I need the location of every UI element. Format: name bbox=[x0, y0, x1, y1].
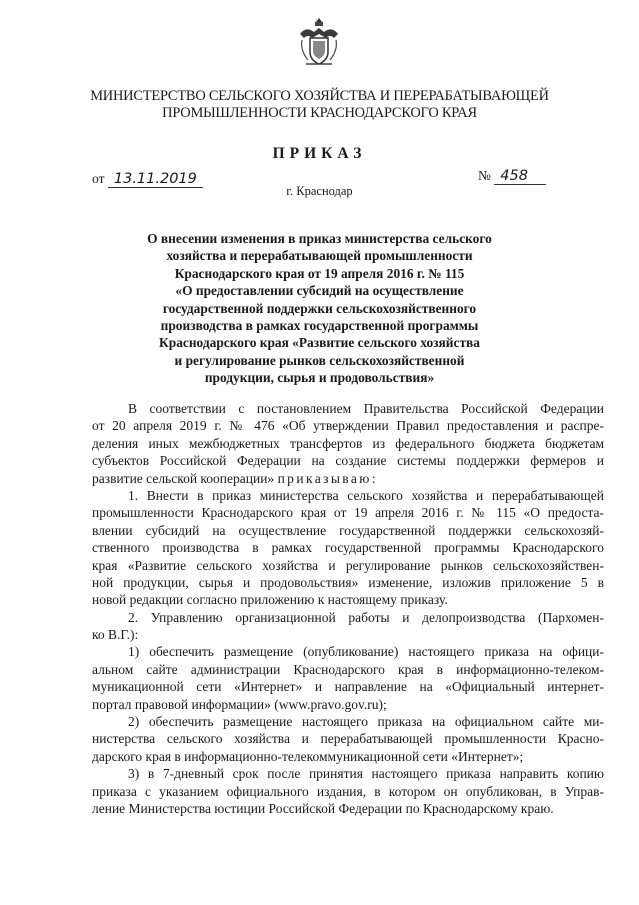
order-subject-heading bbox=[110, 230, 529, 387]
subject-line: «О предоставлении субсидий на осуществление bbox=[175, 283, 464, 299]
body-line: приказа с указанием официального издания, в котором он опубликован, в Управ- bbox=[92, 783, 604, 799]
document-type-title: ПРИКАЗ bbox=[272, 145, 367, 162]
ministry-name-line1: МИНИСТЕРСТВО СЕЛЬСКОГО ХОЗЯЙСТВА И ПЕРЕРАБАТЫВАЮЩЕЙ bbox=[90, 88, 549, 104]
subject-line: Краснодарского края «Развитие сельского хозяйства bbox=[159, 335, 480, 351]
city-label: г. Краснодар bbox=[286, 184, 353, 198]
body-line: муникационной сети «Интернет» и направление на «Официальный интернет- bbox=[92, 679, 604, 695]
body-line: нистерства сельского хозяйства и перерабатывающей промышленности Красно- bbox=[92, 731, 604, 747]
body-line: края «Развитие сельского хозяйства и регулирование рынков сельскохозяйствен- bbox=[92, 557, 604, 573]
subject-line: и регулирование рынков сельскохозяйственной bbox=[174, 352, 465, 368]
body-line: субъектов Российской Федерации на создание системы поддержки фермеров и bbox=[92, 453, 604, 469]
handwritten-number: 458 bbox=[494, 169, 546, 185]
handwritten-date: 13.11.2019 bbox=[108, 172, 203, 188]
subject-line: Краснодарского края от 19 апреля 2016 г. № 115 bbox=[174, 265, 465, 281]
body-line: альном сайте администрации Краснодарского края в информационно-телеком- bbox=[92, 661, 604, 677]
ministry-name-line2: ПРОМЫШЛЕННОСТИ КРАСНОДАРСКОГО КРАЯ bbox=[162, 105, 477, 121]
order-number bbox=[478, 168, 546, 185]
body-line: ственного производства в рамках государственной программы Краснодарского bbox=[92, 540, 604, 556]
body-line: портал правовой информации» (www.pravo.gov.ru); bbox=[92, 696, 387, 712]
body-text: развитие сельской кооперации» bbox=[92, 470, 275, 486]
body-line: 1) обеспечить размещение (опубликование) настоящего приказа на офици- bbox=[128, 644, 604, 660]
body-line: промышленности Краснодарского края от 19 апреля 2016 г. № 115 «О предоста- bbox=[92, 505, 604, 521]
subject-line: производства в рамках государственной программы bbox=[160, 318, 479, 334]
body-line: 2. Управлению организационной работы и делопроизводства (Пархомен- bbox=[128, 609, 604, 625]
number-prefix: № bbox=[478, 168, 491, 183]
body-line: В соответствии с постановлением Правительства Российской Федерации bbox=[128, 401, 604, 416]
body-line bbox=[92, 470, 604, 487]
subject-line: О внесении изменения в приказ министерства сельского bbox=[147, 231, 492, 246]
body-line: ной продукции, сырья и продовольствия» изменение, изложив приложение 5 в bbox=[92, 574, 604, 590]
subject-line: продукции, сырья и продовольствия» bbox=[204, 370, 435, 386]
body-line: влении субсидий на осуществление государственной поддержки сельскохозяй- bbox=[92, 522, 604, 538]
subject-line: государственной поддержки сельскохозяйственного bbox=[162, 300, 477, 316]
body-line: 3) в 7-дневный срок после принятия настоящего приказа направить копию bbox=[128, 766, 604, 782]
body-line: ление Министерства юстиции Российской Федерации по Краснодарскому краю. bbox=[92, 800, 554, 816]
body-line: от 20 апреля 2019 г. № 476 «Об утверждении Правил предоставления и распре- bbox=[92, 418, 604, 434]
body-line: 2) обеспечить размещение настоящего приказа на официальном сайте ми- bbox=[128, 714, 604, 730]
subject-line: хозяйства и перерабатывающей промышленности bbox=[166, 248, 473, 264]
date-prefix: от bbox=[92, 171, 105, 186]
ministry-name bbox=[60, 88, 579, 122]
body-line: дарского края в информационно-телекоммуникационной сети «Интернет»; bbox=[92, 748, 524, 764]
body-line: новой редакции согласно приложению к настоящему приказу. bbox=[92, 592, 448, 608]
order-directive: приказываю: bbox=[277, 470, 378, 486]
order-body bbox=[92, 400, 604, 817]
coat-of-arms-emblem bbox=[296, 14, 342, 70]
body-line: ко В.Г.): bbox=[92, 627, 139, 643]
body-line: деления иных межбюджетных трансфертов из федерального бюджета бюджетам bbox=[92, 435, 604, 451]
body-line: 1. Внести в приказ министерства сельского хозяйства и перерабатывающей bbox=[128, 487, 604, 503]
